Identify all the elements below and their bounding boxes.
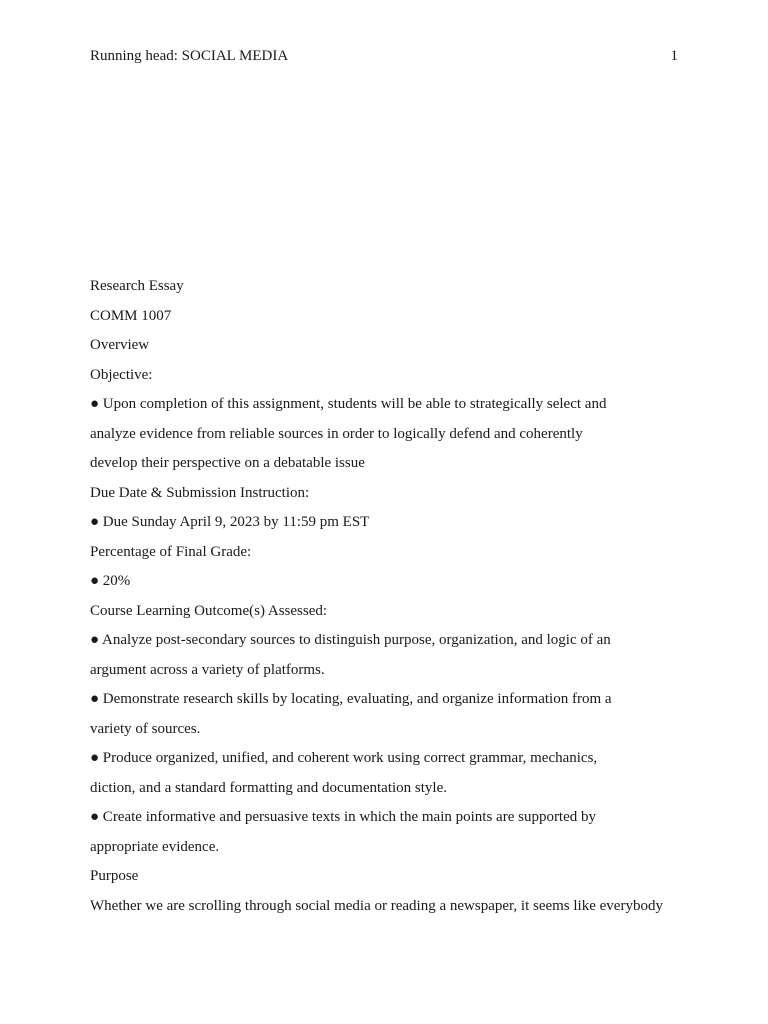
text-line: ● Upon completion of this assignment, students will be able to strategically select and (90, 396, 607, 412)
course-code: COMM 1007 (90, 307, 172, 324)
text-line: diction, and a standard formatting and documentation style. (90, 779, 447, 796)
page-header (90, 46, 678, 66)
section-heading-purpose: Purpose (90, 868, 139, 884)
text-line: argument across a variety of platforms. (90, 661, 325, 678)
text-line: ● Create informative and persuasive texts in which the main points are supported by (90, 809, 597, 825)
section-heading-overview: Overview (90, 337, 150, 353)
text-line: analyze evidence from reliable sources in order to logically defend and coherently (90, 425, 583, 442)
text-line: ● Demonstrate research skills by locating, evaluating, and organize information from a (90, 691, 612, 707)
page-number: 1 (670, 48, 678, 64)
text-line: Whether we are scrolling through social media or reading a newspaper, it seems like everybody (90, 897, 663, 914)
document-body (90, 276, 680, 925)
doc-title: Research Essay (90, 278, 184, 294)
text-line: ● Analyze post-secondary sources to distinguish purpose, organization, and logic of an (90, 632, 611, 648)
running-head: Running head: SOCIAL MEDIA (90, 48, 289, 64)
text-line: develop their perspective on a debatable issue (90, 455, 365, 471)
text-line: appropriate evidence. (90, 838, 220, 855)
section-heading-due-date: Due Date & Submission Instruction: (90, 484, 310, 501)
text-line: ● 20% (90, 573, 131, 589)
text-line: ● Due Sunday April 9, 2023 by 11:59 pm EST (90, 514, 370, 530)
text-line: variety of sources. (90, 720, 201, 737)
section-heading-percentage: Percentage of Final Grade: (90, 543, 252, 560)
text-line: ● Produce organized, unified, and coherent work using correct grammar, mechanics, (90, 750, 598, 766)
section-heading-outcomes: Course Learning Outcome(s) Assessed: (90, 602, 328, 619)
section-heading-objective: Objective: (90, 366, 153, 383)
